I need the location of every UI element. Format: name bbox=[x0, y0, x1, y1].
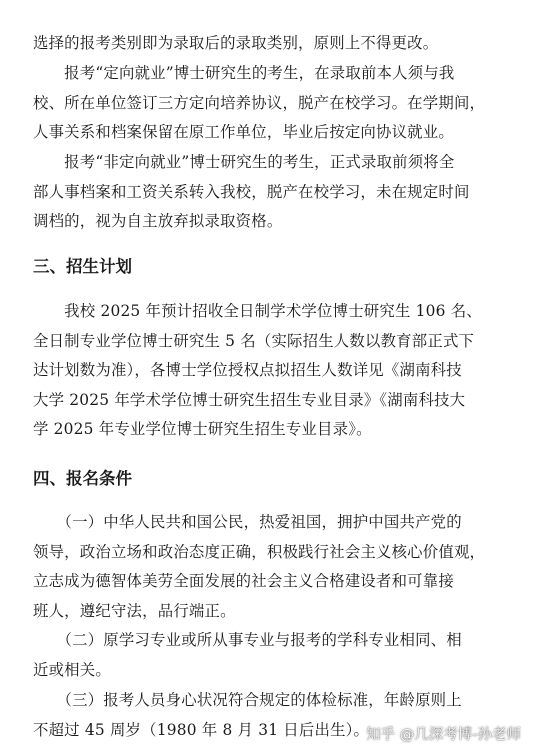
zhihu-watermark: 知乎 @几深考博-孙老师 bbox=[366, 727, 521, 743]
text-line: 不超过 45 周岁（1980 年 8 月 31 日后出生）。 bbox=[33, 720, 370, 739]
text-line: 人事关系和档案保留在原工作单位，毕业后按定向协议就业。 bbox=[33, 123, 454, 141]
text-line: 学 2025 年专业学位博士研究生招生专业目录》。 bbox=[33, 420, 372, 438]
text-line: 近或相关。 bbox=[33, 660, 111, 679]
paragraph-category-note bbox=[33, 29, 505, 59]
section-heading-enrollment-plan: 三、招生计划 bbox=[33, 257, 132, 276]
paragraph-non-directed-employment bbox=[33, 148, 505, 237]
text-line: （一）中华人民共和国公民，热爱祖国，拥护中国共产党的 bbox=[33, 513, 462, 531]
text-line: 达计划数为准），各博士学位授权点拟招生人数详见《湖南科技 bbox=[33, 361, 462, 379]
paragraph-requirement-1 bbox=[33, 508, 505, 626]
paragraph-directed-employment bbox=[33, 59, 505, 148]
section-heading-application-requirements: 四、报名条件 bbox=[33, 469, 132, 488]
text-line: 立志成为德智体美劳全面发展的社会主义合格建设者和可靠接 bbox=[33, 572, 454, 590]
paragraph-enrollment-plan bbox=[33, 297, 505, 445]
text-line: 报考“非定向就业”博士研究生的考生，正式录取前须将全 bbox=[33, 153, 455, 171]
text-line: 大学 2025 年学术学位博士研究生招生专业目录》《湖南科技大 bbox=[33, 390, 466, 409]
text-line: 校、所在单位签订三方定向培养协议，脱产在校学习。在学期间， bbox=[33, 93, 486, 112]
text-line: 调档的，视为自主放弃拟录取资格。 bbox=[33, 212, 283, 230]
text-line: 班人，遵纪守法，品行端正。 bbox=[33, 601, 236, 620]
paragraph-requirement-2 bbox=[33, 626, 505, 685]
text-line: 领导，政治立场和政治态度正确，积极践行社会主义核心价值观， bbox=[33, 542, 486, 561]
text-line: 部人事档案和工资关系转入我校，脱产在校学习，未在规定时间 bbox=[33, 182, 470, 201]
text-line: （三）报考人员身心状况符合规定的体检标准，年龄原则上 bbox=[33, 691, 462, 709]
text-line: 我校 2025 年预计招收全日制学术学位博士研究生 106 名、 bbox=[33, 302, 482, 320]
text-line: 报考“定向就业”博士研究生的考生，在录取前本人须与我 bbox=[33, 64, 455, 82]
text-line: 选择的报考类别即为录取后的录取类别，原则上不得更改。 bbox=[33, 34, 439, 52]
text-line: 全日制专业学位博士研究生 5 名（实际招生人数以教育部正式下 bbox=[33, 331, 475, 350]
text-line: （二）原学习专业或所从事专业与报考的学科专业相同、相 bbox=[33, 631, 462, 649]
